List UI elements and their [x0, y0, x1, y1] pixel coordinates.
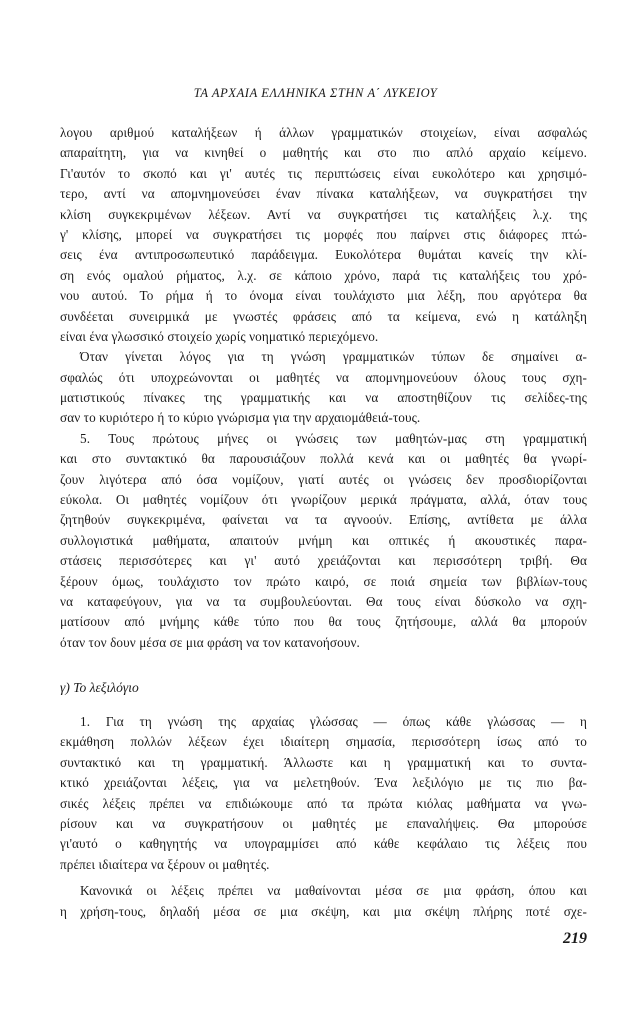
- page-number: 219: [563, 930, 587, 947]
- text-line: ση ενός ομαλού ρήματος, λ.χ. σε κάποιο χρόνο, παρά τις καταλήξεις του χρό-: [60, 267, 587, 283]
- text-line: γ' κλίσης, μπορεί να συγκρατήσει τις μορφές που παίρνει στις διάφορες πτώ-: [60, 226, 587, 242]
- text-line: εύκολα. Οι μαθητές νομίζουν ότι γνωρίζουν μερικά πράγματα, αλλά, όταν τους: [60, 492, 587, 508]
- text-line: σεις ένα αντιπροσωπευτικό παράδειγμα. Ευκολότερα θυμάται κανείς την κλί-: [60, 247, 587, 263]
- text-line: κτικό χρειάζονται λέξεις, για να μελετηθούν. Ένα λεξιλόγιο με τις πιο βα-: [60, 775, 587, 791]
- text-line: είναι ένα γλωσσικό στοιχείο χωρίς νοηματικό περιεχόμενο.: [60, 328, 379, 344]
- text-line: να καταφεύγουν, για να τα συμβουλεύονται. Θα τους είναι δύσκολο να σχη-: [60, 593, 587, 609]
- text-line: γι'αυτό ο καθηγητής να υπογραμμίσει από κάθε κεφάλαιο τις λέξεις που: [60, 836, 587, 852]
- text-line: Γι'αυτόν το σκοπό και γι' αυτές τις περιπτώσεις είναι ευκολότερο και χρησιμό-: [60, 165, 587, 181]
- text-line: ματιστικούς πίνακες της γραμματικής και να αποστηθίζουν τις σελίδες-της: [60, 390, 587, 406]
- text-line: σαν το κυριότερο ή το κύριο γνώρισμα για την αρχαιομάθειά-τους.: [60, 410, 421, 426]
- text-line: νου αυτού. Το ρήμα ή το όνομα είναι τουλάχιστο μια λέξη, που αργότερα θα: [60, 288, 587, 304]
- text-line: Όταν γίνεται λόγος για τη γνώση γραμματικών τύπων δε σημαίνει α-: [80, 349, 587, 365]
- text-line: συντακτικό και τη γραμματική. Άλλωστε και η γραμματική και το συντα-: [60, 754, 587, 770]
- text-line: ζουν λιγότερα από όσα νομίζουν, γιατί αυτές οι γνώσεις δεν προσδιορίζονται: [60, 471, 587, 487]
- text-line: συλλογιστικά μαθήματα, απαιτούν μνήμη και οπτικές ή ακουστικές παρα-: [60, 532, 587, 548]
- text-block-1: [60, 123, 587, 653]
- text-line: ξέρουν όμως, τουλάχιστο τον πρώτο καιρό, σε ποιά σημεία των βιβλίων-τους: [60, 573, 587, 589]
- text-line: 5. Τους πρώτους μήνες οι γνώσεις των μαθητών-μας στη γραμματική: [80, 430, 587, 446]
- text-line: Κανονικά οι λέξεις πρέπει να μαθαίνονται μέσα σε μια φράση, όπου και: [80, 883, 587, 899]
- text-line: ματίσουν από μνήμης κάθε τύπο που θα τους ζητήσουμε, αλλά θα μπορούν: [60, 614, 587, 630]
- text-line: στάσεις περισσότερες και γι' αυτό χρειάζονται και περισσότερη τριβή. Θα: [60, 553, 587, 569]
- text-line: κλίση συγκεκριμένων λέξεων. Αντί να συγκρατήσει τις καταλήξεις λ.χ. της: [60, 206, 587, 222]
- text-line: πρέπει ιδιαίτερα να ξέρουν οι μαθητές.: [60, 856, 270, 872]
- text-line: η χρήση-τους, δηλαδή μέσα σε μια σκέψη, και μια σκέψη πλήρης ποτέ σχε-: [60, 903, 587, 919]
- text-line: και στο συντακτικό θα παρουσιάζουν πολλά κενά και οι μαθητές θα γνωρί-: [60, 451, 587, 467]
- text-line: ρίσουν και να συγκρατήσουν οι μαθητές με επαναλήψεις. Θα μπορούσε: [60, 815, 587, 831]
- section-heading: γ) Το λεξιλόγιο: [60, 680, 139, 695]
- text-line: απαραίτητη, για να κινηθεί ο μαθητής και στο πιο απλό αρχαίο κείμενο.: [60, 145, 587, 161]
- text-line: λογου αριθμού καταλήξεων ή άλλων γραμματικών στοιχείων, είναι ασφαλώς: [60, 125, 587, 140]
- text-block-2: [60, 712, 587, 922]
- text-line: τερο, αντί να απομνημονεύσει έναν πίνακα καταλήξεων, να συγκρατήσει την: [60, 186, 587, 202]
- text-line: σφαλώς ότι υποχρεώνονται οι μαθητές να απομνημονεύουν όλους τους σχη-: [60, 369, 587, 385]
- text-line: συνδέεται συνειρμικά με γνωστές φράσεις από τα κείμενα, ενώ η κατάληξη: [60, 308, 587, 324]
- text-line: όταν τον δουν μέσα σε μια φράση να τον κατανοήσουν.: [60, 634, 360, 650]
- text-line: σικές λέξεις πρέπει να επιδιώκουμε από τα πρώτα κιόλας μαθήματα να γνω-: [60, 795, 587, 811]
- text-line: ζητηθούν συγκεκριμένα, φαίνεται να τα αγνοούν. Επίσης, αντίθετα με άλλα: [60, 512, 587, 528]
- text-line: εκμάθηση πολλών λέξεων έχει ιδιαίτερη σημασία, περισσότερη ίσως από το: [60, 734, 587, 750]
- running-head: ΤΑ ΑΡΧΑΙΑ ΕΛΛΗΝΙΚΑ ΣΤΗΝ Α΄ ΛΥΚΕΙΟΥ: [193, 86, 438, 100]
- text-line: 1. Για τη γνώση της αρχαίας γλώσσας — όπως κάθε γλώσσας — η: [80, 714, 587, 729]
